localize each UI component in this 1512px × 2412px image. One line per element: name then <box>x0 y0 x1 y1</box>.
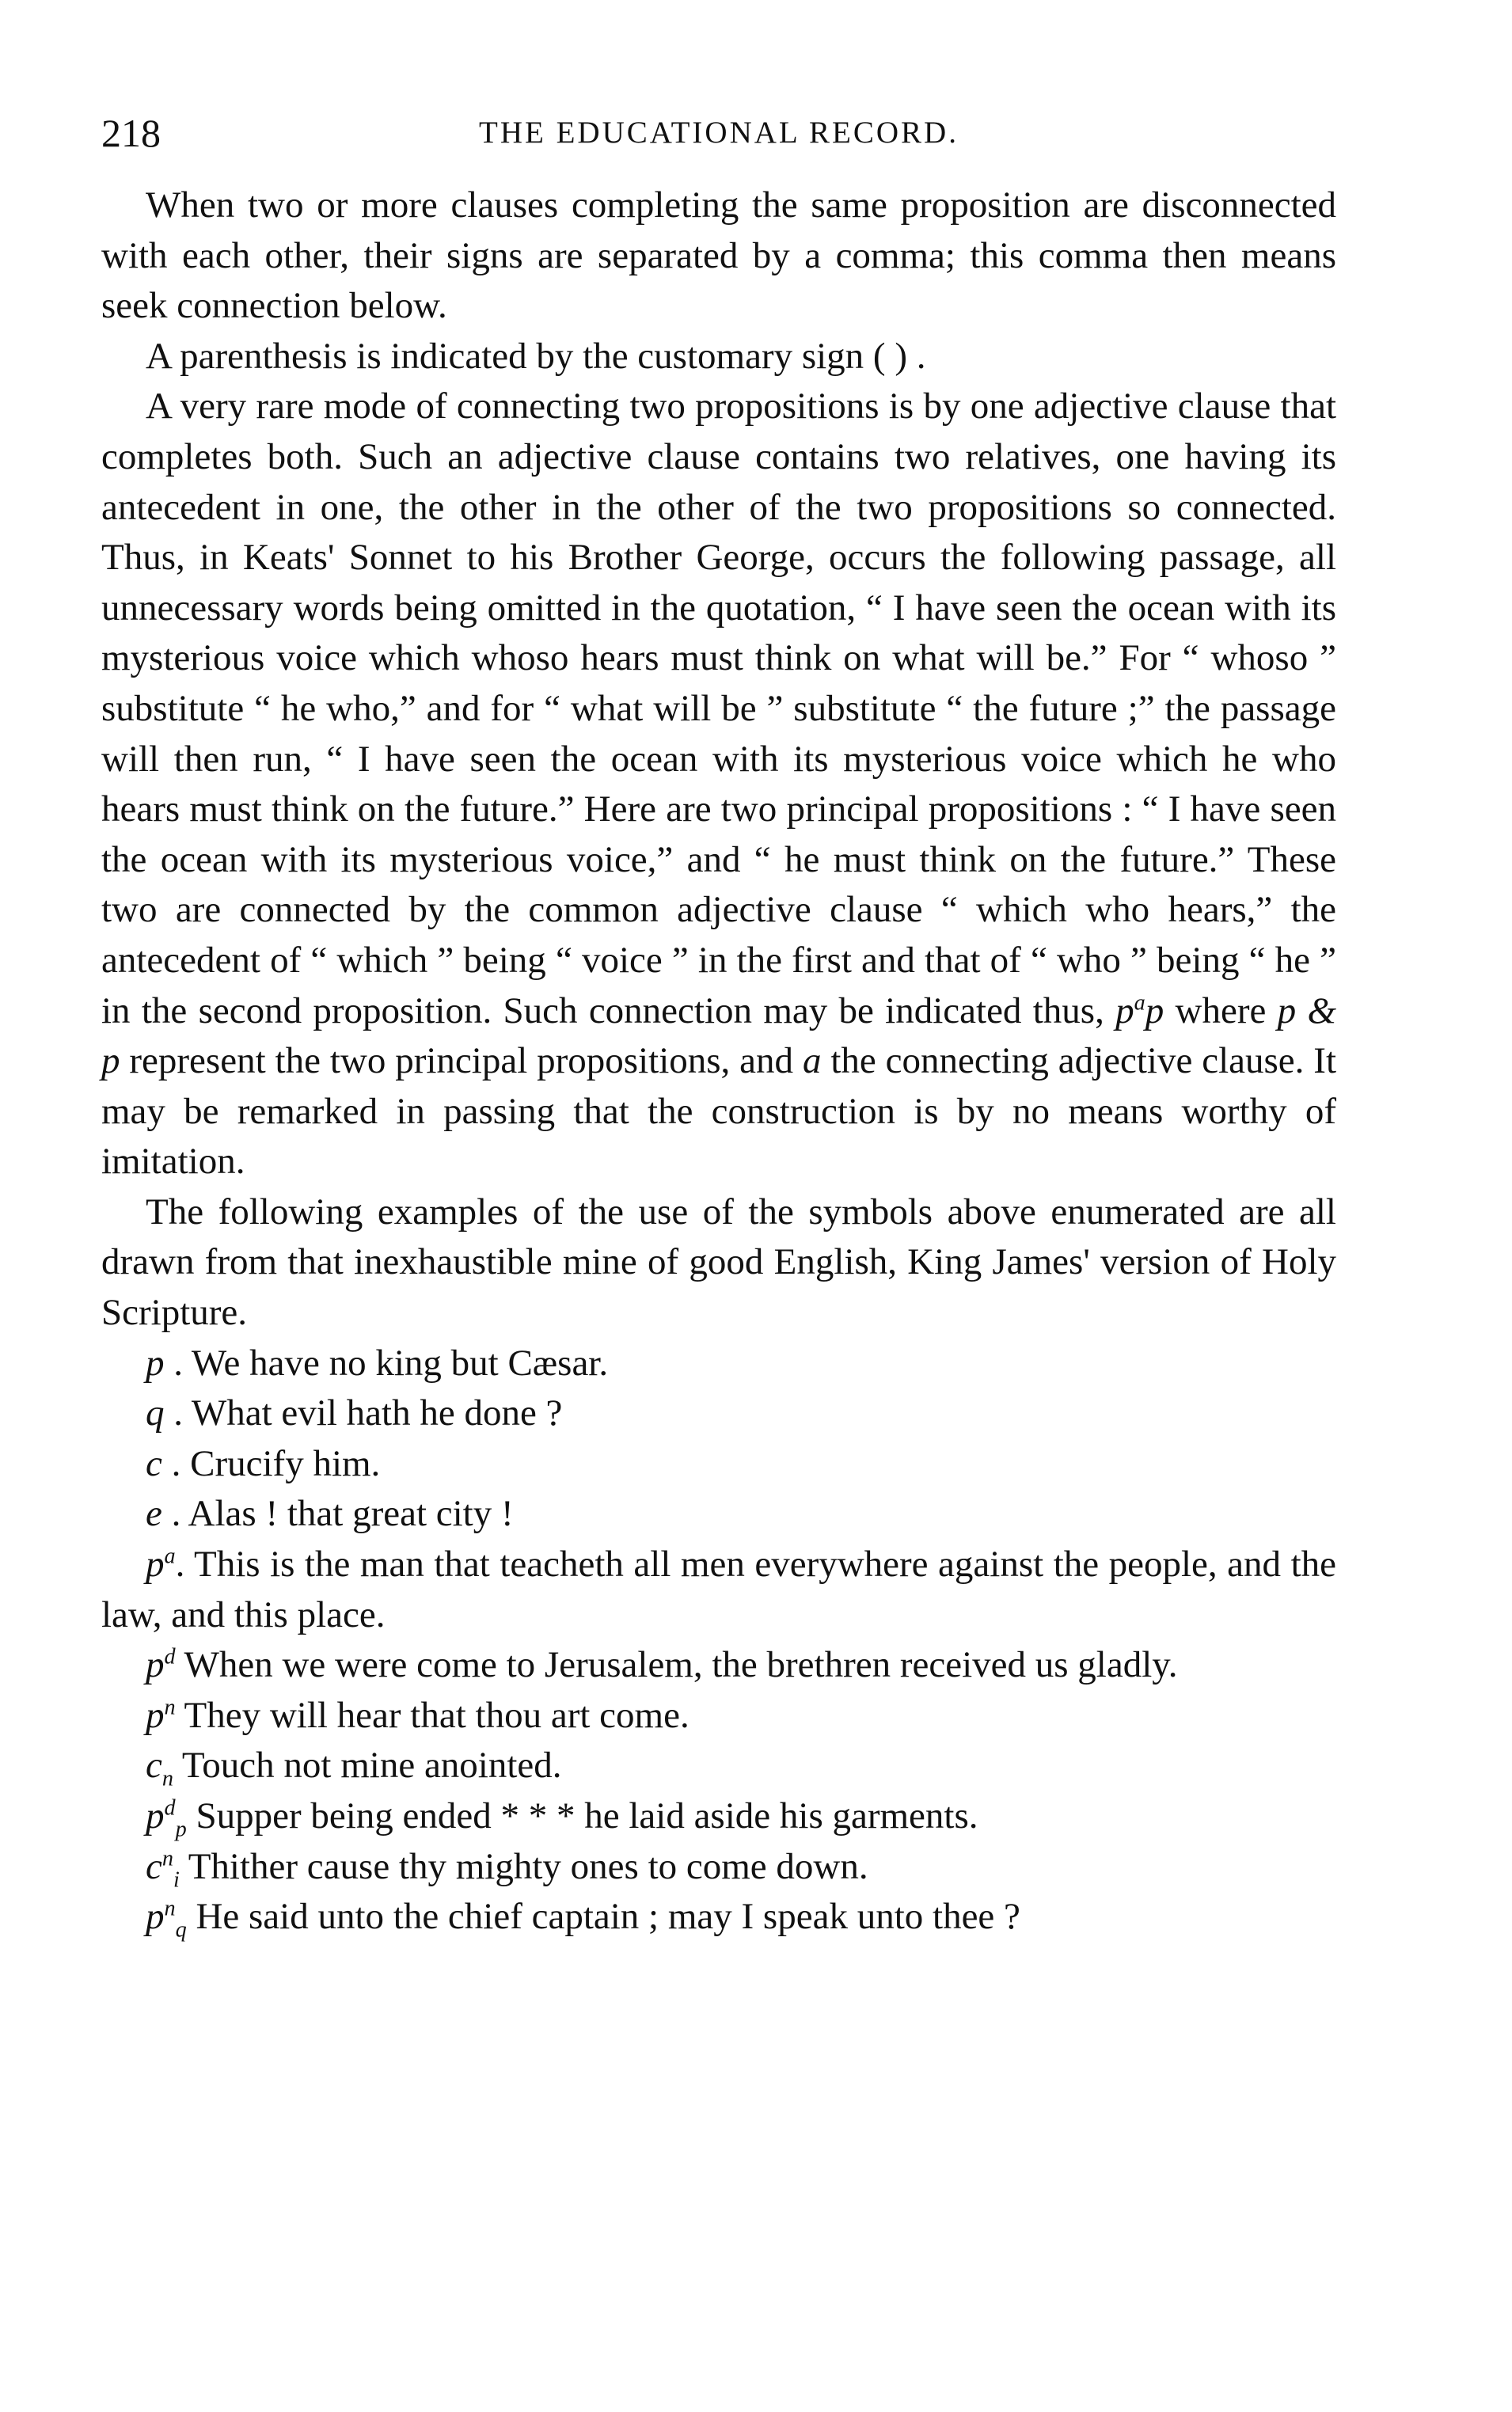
example-separator <box>180 1846 188 1887</box>
paragraph-comma-rule: When two or more clauses completing the same proposition are disconnected with each other, their signs are separated by a comma; this comma then means seek connection below. <box>101 184 1336 327</box>
example-line <box>101 1741 1336 1791</box>
example-symbol <box>146 1644 176 1685</box>
example-symbol-letter: p <box>146 1544 165 1586</box>
example-symbol-letter: e <box>146 1493 162 1535</box>
example-symbol-sub: i <box>173 1867 180 1892</box>
example-symbol-sup: d <box>164 1795 176 1821</box>
example-separator: . <box>175 1544 195 1586</box>
example-text: Supper being ended * * * he laid aside his garments. <box>196 1795 978 1837</box>
example-symbol <box>146 1343 165 1384</box>
example-symbol-letter: c <box>146 1745 162 1787</box>
example-symbol-letter: c <box>146 1442 162 1484</box>
journal-title: THE EDUCATIONAL RECORD. <box>479 116 959 150</box>
example-text: They will hear that thou art come. <box>184 1694 690 1736</box>
example-symbol-letter: p <box>146 1694 165 1736</box>
example-separator <box>187 1896 196 1937</box>
example-line <box>101 1339 1336 1389</box>
example-symbol-sup: n <box>164 1896 176 1921</box>
example-line <box>101 1640 1336 1691</box>
example-symbol <box>146 1443 162 1484</box>
example-text: Touch not mine anointed. <box>181 1745 562 1787</box>
example-symbol-letter: p <box>146 1342 165 1384</box>
example-line <box>101 1691 1336 1742</box>
example-line <box>101 1439 1336 1490</box>
example-symbol <box>146 1896 187 1943</box>
example-text: What evil hath he done ? <box>191 1392 563 1434</box>
paragraph-adjective-clause <box>101 382 1336 1187</box>
formula-a: a <box>1134 989 1145 1015</box>
example-symbol <box>146 1544 176 1585</box>
example-separator: . <box>161 1493 188 1535</box>
example-symbol <box>146 1392 165 1434</box>
example-symbol-sup: n <box>161 1845 173 1871</box>
paragraph-parenthesis: A parenthesis is indicated by the customary sign ( ) . <box>146 335 926 377</box>
example-line <box>101 1842 1336 1893</box>
example-symbol-letter: p <box>146 1896 165 1938</box>
example-text: When we were come to Jerusalem, the brethren received us gladly. <box>184 1644 1178 1686</box>
example-symbol <box>146 1795 187 1842</box>
example-text: He said unto the chief captain ; may I speak unto thee ? <box>196 1896 1020 1938</box>
formula-p-a-p <box>1115 990 1164 1031</box>
paragraph-examples-intro: The following examples of the use of the symbols above enumerated are all drawn from that inexhaustible mine of good English, King James' version of Holy Scripture. <box>101 1191 1336 1334</box>
adjective-clause-text-where: where <box>1175 989 1267 1031</box>
example-symbol-sub: p <box>175 1817 187 1842</box>
example-symbol <box>146 1845 180 1892</box>
example-separator <box>173 1745 182 1786</box>
example-symbol-letter: c <box>146 1845 162 1887</box>
example-line <box>101 1489 1336 1540</box>
formula-p2: p <box>1145 989 1164 1031</box>
adjective-clause-text-mid: represent the two principal propositions, and <box>129 1040 794 1082</box>
example-symbol-sub: q <box>175 1917 187 1943</box>
example-separator <box>187 1795 196 1837</box>
body-text <box>101 180 1336 1943</box>
example-separator <box>176 1644 184 1685</box>
example-symbol-sup: d <box>164 1644 176 1669</box>
formula-p1: p <box>1115 989 1134 1031</box>
example-text: Crucify him. <box>190 1442 381 1484</box>
page-number: 218 <box>101 111 161 155</box>
example-symbol-sub: n <box>161 1766 173 1791</box>
example-symbol <box>146 1493 162 1534</box>
example-symbol-sup: a <box>164 1544 176 1569</box>
formula-where: p & p <box>101 989 1337 1082</box>
adjective-clause-text-before: A very rare mode of connecting two propositions is by one adjective clause that completes both. Such an adjective clause contains two relatives, one having its antecedent in one, the other in the other of the two propositions so connected. Thus, in Keats' Sonnet to his Brother George, occurs the following passage, all unnecessary words being omitted in the quotation, “ I have seen the ocean with its mysterious voice which whoso hears must think on what will be.” For “ whoso ” substitute “ he who,” and for “ what will be ” substitute “ the future ;” the passage will then run, “ I have seen the ocean with its mysterious voice which he who hears must think on the future.” Here are two principal propositions : “ I have seen the ocean with its mysterious voice,” and “ he must think on the future.” These two are connected by the common adjective clause “ which who hears,” the antecedent of “ which ” being “ voice ” in the first and that of “ who ” being “ he ” in the second proposition. Such connection may be indicated thus, <box>101 386 1336 1031</box>
example-separator: . <box>164 1342 192 1384</box>
example-text: Alas ! that great city ! <box>188 1493 514 1535</box>
running-head <box>101 109 1336 157</box>
examples-list <box>101 1339 1336 1943</box>
example-line <box>101 1892 1336 1943</box>
adjective-clause-text-after: the connecting adjective clause. It may be remarked in passing that the construction is by no means worthy of imitation. <box>101 1040 1337 1183</box>
example-symbol-sup: n <box>164 1695 176 1720</box>
example-line <box>101 1540 1336 1640</box>
example-text: We have no king but Cæsar. <box>191 1342 609 1384</box>
example-symbol <box>146 1745 173 1791</box>
example-symbol <box>146 1695 176 1736</box>
formula-mid: a <box>802 1040 822 1082</box>
example-line <box>101 1791 1336 1842</box>
example-symbol-letter: p <box>146 1644 165 1686</box>
example-separator <box>176 1695 184 1736</box>
example-text: This is the man that teacheth all men everywhere against the people, and the law, and this place. <box>101 1544 1336 1635</box>
example-symbol-letter: p <box>146 1795 165 1837</box>
example-line <box>101 1388 1336 1439</box>
example-symbol-letter: q <box>146 1392 165 1434</box>
example-text: Thither cause thy mighty ones to come down. <box>188 1845 868 1887</box>
example-separator: . <box>164 1392 192 1434</box>
example-separator: . <box>161 1442 191 1484</box>
